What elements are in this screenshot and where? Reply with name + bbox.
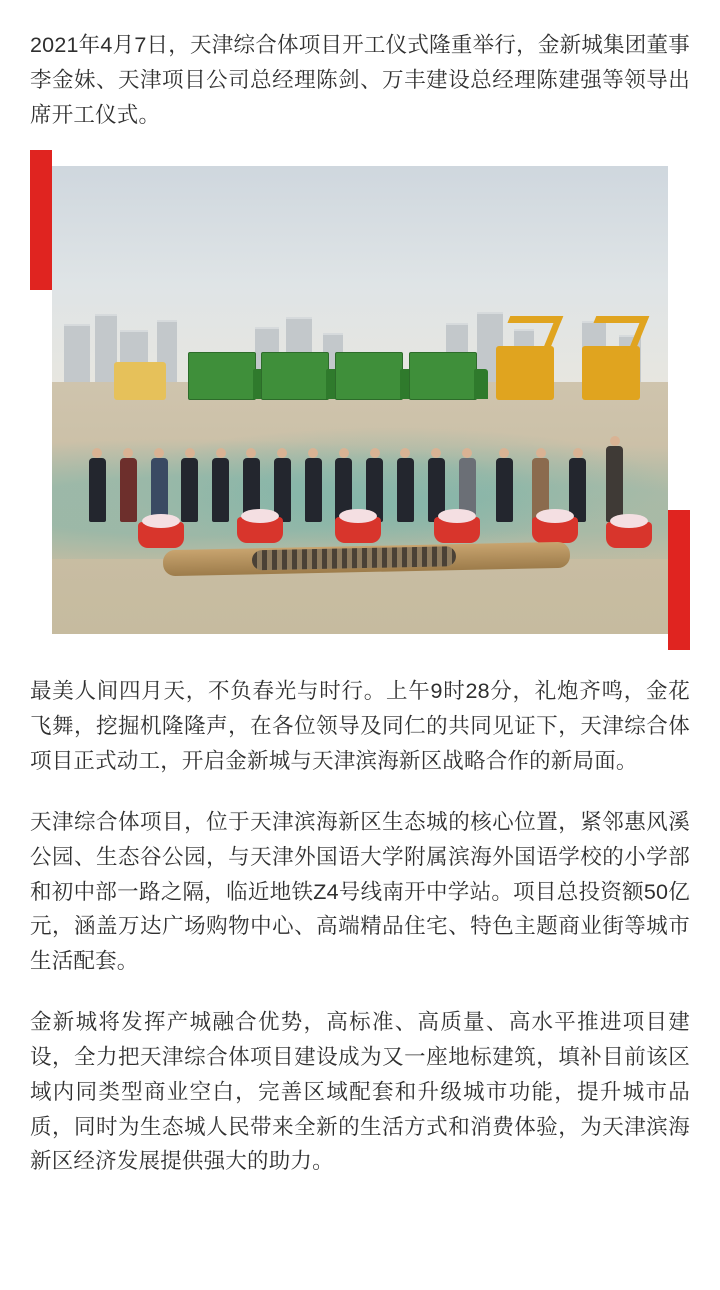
- paragraph-1: 2021年4月7日，天津综合体项目开工仪式隆重举行，金新城集团董事李金妹、天津项目公司总经理陈剑、万丰建设总经理陈建强等领导出席开工仪式。: [30, 33, 690, 127]
- paragraph-4: 金新城将发挥产城融合优势，高标准、高质量、高水平推进项目建设，全力把天津综合体项目建设成为又一座地标建筑，填补目前该区域内同类型商业空白，完善区域配套和升级城市功能，提升城市品质，同时为生态城人民带来全新的生活方式和消费体验，为天津滨海新区经济发展提供强大的助力。: [30, 1010, 690, 1174]
- ceremony-photo: [52, 166, 668, 634]
- flower-basket: [532, 517, 578, 543]
- photo-vehicle-row: [52, 335, 668, 401]
- photo-attendees: [52, 410, 668, 522]
- flower-basket: [335, 517, 381, 543]
- paragraph-3: 天津综合体项目，位于天津滨海新区生态城的核心位置，紧邻惠风溪公园、生态谷公园，与天津外国语大学附属滨海外国语学校的小学部和初中部一路之隔，临近地铁Z4号线南开中学站。项目总投资额50亿元，涵盖万达广场购物中心、高端精品住宅、特色主题商业街等城市生活配套。: [30, 809, 690, 974]
- flower-basket: [434, 517, 480, 543]
- flower-basket: [606, 522, 652, 548]
- paragraph-2: 最美人间四月天，不负春光与时行。上午9时28分，礼炮齐鸣，金花飞舞，挖掘机隆隆声，在各位领导及同仁的共同见证下，天津综合体项目正式动工，开启金新城与天津滨海新区战略合作的新局面。: [30, 679, 690, 774]
- ceremony-photo-figure: [30, 150, 690, 650]
- flower-basket: [237, 517, 283, 543]
- flower-basket: [138, 522, 184, 548]
- decorative-red-bar-right: [668, 510, 690, 650]
- decorative-red-bar-left: [30, 150, 52, 290]
